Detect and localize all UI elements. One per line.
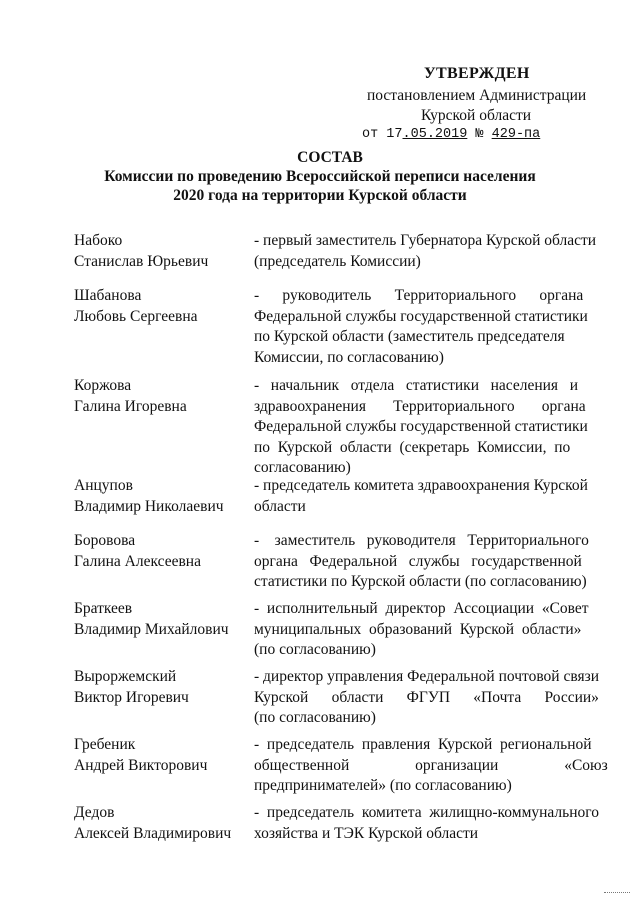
role-line: (по согласованию) — [254, 709, 376, 726]
member-given-name: Владимир Михайлович — [74, 620, 229, 638]
member-name — [74, 667, 249, 708]
role-line: Комиссии, по согласованию) — [254, 348, 444, 366]
role-line: - председатель правления Курской региональной — [254, 736, 592, 753]
approval-heading: УТВЕРЖДЕН — [424, 65, 530, 82]
page-edge-mark — [604, 892, 630, 894]
approval-date-number — [362, 124, 540, 145]
member-given-name: Галина Игоревна — [74, 397, 187, 415]
member-surname: Анцупов — [74, 477, 133, 494]
member-role — [254, 735, 608, 797]
member-surname: Шабанова — [74, 287, 142, 304]
member-surname: Коржова — [74, 377, 132, 394]
member-role — [254, 286, 596, 368]
approval-line-resolution: постановлением Администрации — [367, 87, 587, 104]
member-role — [254, 531, 596, 593]
member-name — [74, 735, 249, 776]
role-line: органа Федеральной службы государственной — [254, 552, 582, 570]
member-surname: Выроржемский — [74, 668, 177, 685]
role-line: - первый заместитель Губернатора Курской области — [254, 232, 597, 249]
role-line: по Курской области (секретарь Комиссии, по — [254, 438, 571, 456]
role-line: предпринимателей» (по согласованию) — [254, 777, 512, 794]
member-name — [74, 376, 249, 417]
member-given-name: Алексей Владимирович — [74, 824, 232, 842]
member-given-name: Виктор Игоревич — [74, 688, 189, 706]
approval-line-region: Курской области — [421, 107, 532, 124]
member-surname: Набоко — [74, 232, 123, 249]
member-role — [254, 376, 596, 479]
role-line: Курской области ФГУП «Почта России» — [254, 688, 599, 706]
member-name — [74, 476, 249, 517]
approval-number-label: № — [467, 127, 492, 142]
approval-date: .05.2019 — [402, 127, 468, 142]
role-line: области — [254, 497, 306, 515]
role-line: - руководитель Территориального органа — [254, 287, 584, 304]
role-line: по Курской области (заместитель председателя — [254, 328, 565, 345]
role-line: Федеральной службы государственной статистики — [254, 418, 588, 435]
role-line: статистики по Курской области (по согласованию) — [254, 573, 587, 590]
member-name — [74, 531, 249, 572]
approval-date-prefix: от 17 — [362, 127, 403, 142]
member-name — [74, 803, 249, 844]
member-given-name: Станислав Юрьевич — [74, 252, 209, 270]
role-line: здравоохранения Территориального органа — [254, 397, 586, 415]
member-given-name: Андрей Викторович — [74, 756, 208, 774]
member-role — [254, 667, 600, 729]
role-line: - председатель комитета здравоохранения Курской — [254, 477, 588, 494]
title-line-3: 2020 года на территории Курской области — [173, 187, 467, 204]
member-name — [74, 286, 249, 327]
member-name — [74, 231, 249, 272]
member-role — [254, 476, 596, 517]
member-role — [254, 231, 596, 272]
role-line: Федеральной службы государственной статистики — [254, 307, 588, 325]
member-given-name: Любовь Сергеевна — [74, 307, 198, 325]
title-line-1: СОСТАВ — [297, 149, 363, 166]
title-line-2: Комиссии по проведению Всероссийской переписи населения — [104, 168, 536, 185]
role-line: муниципальных образований Курской области» — [254, 620, 582, 638]
member-role — [254, 803, 600, 844]
role-line: - председатель комитета жилищно-коммунального — [254, 804, 600, 821]
member-surname: Дедов — [74, 804, 115, 821]
role-line: - исполнительный директор Ассоциации «Совет — [254, 600, 589, 617]
role-line: - директор управления Федеральной почтовой связи — [254, 668, 600, 685]
approval-number: 429-па — [491, 127, 541, 142]
member-role — [254, 599, 596, 661]
role-line: общественной организации «Союз — [254, 756, 608, 774]
member-surname: Браткеев — [74, 600, 133, 617]
member-given-name: Владимир Николаевич — [74, 497, 224, 515]
member-surname: Гребеник — [74, 736, 136, 753]
role-line: (по согласованию) — [254, 641, 376, 658]
member-surname: Боровова — [74, 532, 136, 549]
role-line: (председатель Комиссии) — [254, 252, 421, 270]
role-line: - заместитель руководителя Территориального — [254, 532, 589, 549]
document-title — [0, 148, 640, 205]
member-given-name: Галина Алексеевна — [74, 552, 201, 570]
role-line: - начальник отдела статистики населения и — [254, 377, 578, 394]
role-line: хозяйства и ТЭК Курской области — [254, 824, 479, 842]
role-line: согласованию) — [254, 459, 351, 476]
member-name — [74, 599, 249, 640]
